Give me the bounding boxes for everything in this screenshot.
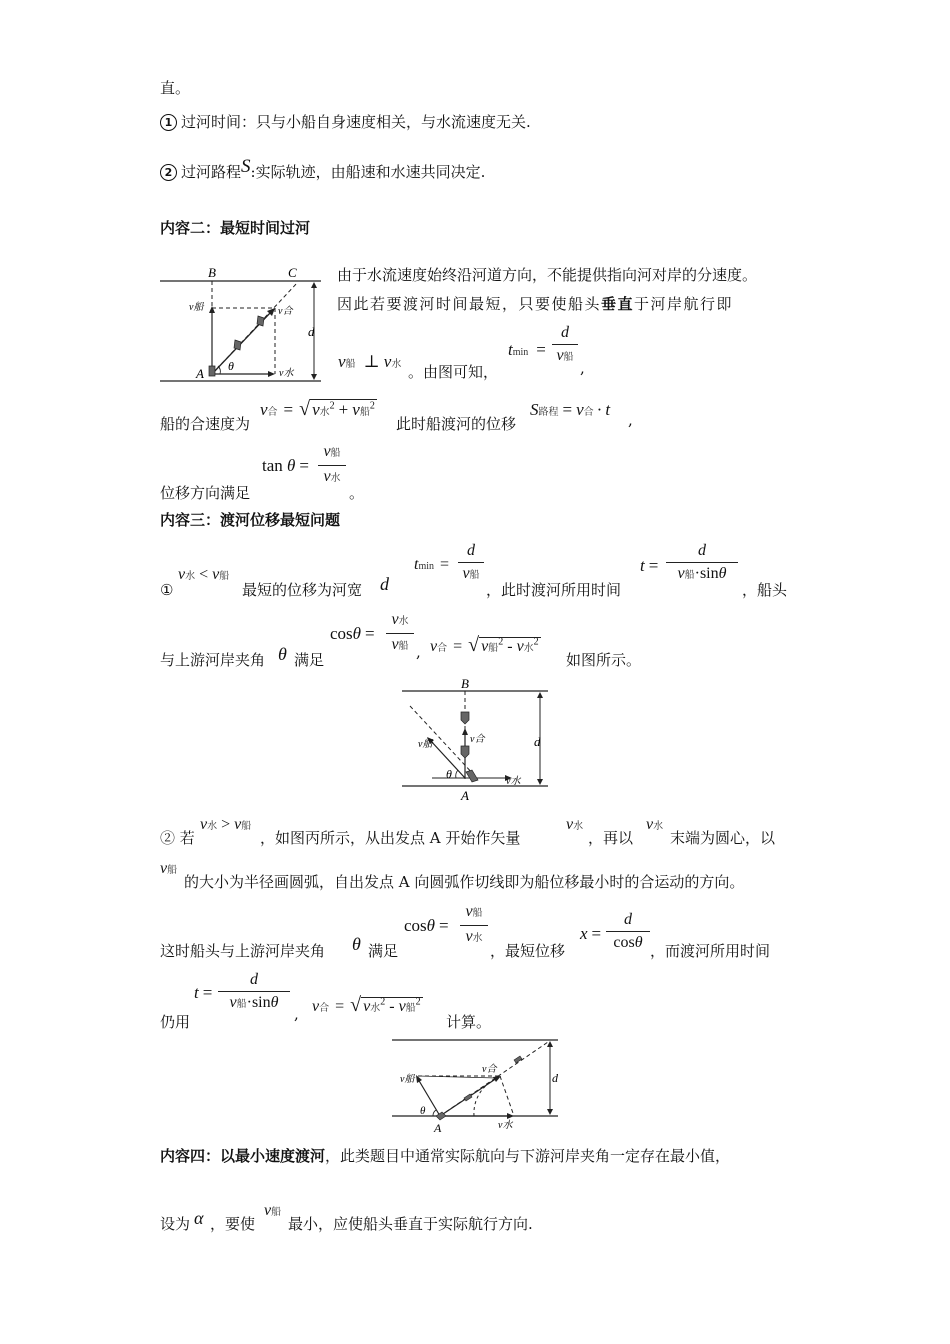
circled-number-2: 2 — [160, 164, 177, 181]
text-line: ② 若 — [160, 829, 195, 847]
list-item-text: 过河时间：只与小船自身速度相关，与水流速度无关. — [181, 113, 531, 131]
fraction-vwater-vship: v水 v船 — [386, 610, 414, 657]
label-d: d — [552, 1071, 558, 1085]
label-c: C — [288, 265, 297, 280]
symbol-theta: θ — [352, 934, 361, 954]
diagram-shortest-time — [158, 262, 328, 390]
circled-number-1: 1 — [160, 114, 177, 131]
text-line: 由于水流速度始终沿河道方向，不能提供指向河对岸的分速度。 — [337, 266, 758, 284]
text-line: 最短的位移为河宽 — [242, 581, 363, 599]
text-line: ，再以 — [588, 829, 634, 847]
fraction-vship-vwater: v船 v水 — [318, 442, 346, 489]
symbol-theta: θ — [278, 644, 287, 664]
section-heading: 内容四：以最小速度渡河 — [160, 1147, 326, 1165]
symbol-vwater: v水 — [566, 816, 584, 833]
label-d: d — [534, 734, 541, 749]
symbol-vwater: v水 — [646, 816, 664, 833]
text-line: ，如图丙所示，从出发点 A 开始作矢量 — [260, 829, 521, 847]
text-line: 末端为圆心，以 — [670, 829, 776, 847]
label-v-he: v合 — [278, 306, 293, 317]
symbol-vship: v船 — [264, 1202, 282, 1219]
formula-vwater-lt-vship: v水 < v船 — [178, 566, 230, 583]
text-line: ，要使 — [210, 1215, 256, 1233]
text-line: 计算。 — [446, 1013, 492, 1031]
formula-vwater-gt-vship: v水 > v船 — [200, 816, 252, 833]
text-line: 如图所示。 — [566, 651, 642, 669]
formula-vhe-minus-2: v合 = √ v水$^2$ - v船$^2$ — [312, 994, 421, 1016]
label-v-he: v合 — [482, 1064, 497, 1075]
text-line: 仍用 — [160, 1013, 191, 1031]
label-v-ship: v船 — [418, 739, 433, 750]
formula-cos: cosθ = — [330, 624, 375, 643]
text-line: 此时船渡河的位移 — [396, 415, 517, 433]
text-line: 因此若要渡河时间最短，只要使船头垂直于河岸航行即 — [337, 295, 734, 313]
fraction-vship-vwater-2: v船 v水 — [460, 902, 488, 949]
fraction-d-vship: d v船 — [552, 323, 578, 368]
text-line: 满足 — [294, 651, 325, 669]
list-item — [160, 156, 486, 182]
diagram-shortest-displacement-2 — [390, 1036, 562, 1136]
formula-tan: tan θ = — [262, 456, 309, 475]
fraction-d-cos: d cosθ — [606, 910, 650, 953]
label-theta: θ — [420, 1105, 426, 1117]
symbol-d: d — [380, 574, 389, 594]
formula-x: x = — [580, 924, 602, 943]
label-b: B — [461, 676, 469, 691]
text-line: 。由图可知， — [408, 363, 499, 381]
diagram-shortest-displacement-1 — [400, 676, 552, 804]
fraction-d-vship-sin-2: d v船·sinθ — [218, 970, 290, 1015]
formula-tmin: tmin = — [508, 340, 546, 359]
fraction-d-vship-sin: d v船·sinθ — [666, 541, 738, 586]
text-line: ① — [160, 581, 174, 599]
punct: , — [294, 1005, 299, 1023]
label-a: A — [461, 788, 469, 803]
fraction-d-vship-2: d v船 — [458, 541, 484, 586]
text-line: 内容四：以最小速度渡河，此类题目中通常实际航向与下游河岸夹角一定存在最小值， — [160, 1147, 731, 1165]
punct: , — [580, 359, 585, 377]
label-v-he: v合 — [470, 734, 485, 745]
formula-cos-2: cosθ = — [404, 916, 449, 935]
formula-tmin-2: tmin = — [414, 556, 450, 573]
label-d: d — [308, 324, 315, 339]
list-item-text: 过河路程 — [181, 163, 242, 181]
punct: , — [628, 411, 633, 429]
text-line: ，此时渡河所用时间 — [486, 581, 622, 599]
label-v-ship: v船 — [400, 1074, 415, 1085]
formula-perp: v船 ⊥ v水 — [338, 352, 402, 371]
text-line: ，而渡河所用时间 — [650, 942, 771, 960]
text-line: 位移方向满足 — [160, 484, 251, 502]
formula-t-2: t = — [194, 983, 213, 1002]
label-v-ship: v船 — [189, 302, 204, 313]
text-line: 船的合速度为 — [160, 415, 251, 433]
label-v-water: v水 — [498, 1120, 513, 1131]
label-a: A — [196, 366, 204, 381]
punct: 。 — [349, 484, 365, 502]
list-item-text: :实际轨迹，由船速和水速共同决定. — [250, 163, 486, 181]
list-item — [160, 112, 531, 132]
label-v-water: v水 — [279, 368, 294, 379]
symbol-vship: v船 — [160, 860, 178, 877]
formula-t: t = — [640, 556, 659, 575]
text-line: 的大小为半径画圆弧，自出发点 A 向圆弧作切线即为船位移最小时的合运动的方向。 — [184, 873, 745, 891]
section-heading: 内容三：渡河位移最短问题 — [160, 511, 341, 529]
symbol-alpha: α — [194, 1208, 204, 1228]
text-line: 最小，应使船头垂直于实际航行方向. — [288, 1215, 533, 1233]
label-theta: θ — [228, 359, 234, 373]
label-theta: θ — [446, 767, 452, 781]
text-line: ，最短位移 — [490, 942, 566, 960]
text-line: 设为 — [160, 1215, 191, 1233]
text-line: 直。 — [160, 79, 191, 97]
punct: , — [416, 643, 421, 661]
text-line: 这时船头与上游河岸夹角 — [160, 942, 326, 960]
formula-vhe: v合 = √ v水$^2$ + v船$^2$ — [260, 398, 375, 420]
label-b: B — [208, 265, 216, 280]
section-heading: 内容二：最短时间过河 — [160, 219, 311, 237]
symbol-s: S — [241, 156, 251, 177]
text-line: ，船头 — [742, 581, 788, 599]
text-line: 满足 — [368, 942, 399, 960]
formula-vhe-minus: v合 = √ v船$^2$ - v水$^2$ — [430, 634, 539, 656]
label-v-water: v水 — [506, 776, 521, 787]
formula-s-road: S路程 = v合 · t — [530, 400, 611, 419]
text-line: 与上游河岸夹角 — [160, 651, 266, 669]
label-a: A — [434, 1121, 442, 1135]
